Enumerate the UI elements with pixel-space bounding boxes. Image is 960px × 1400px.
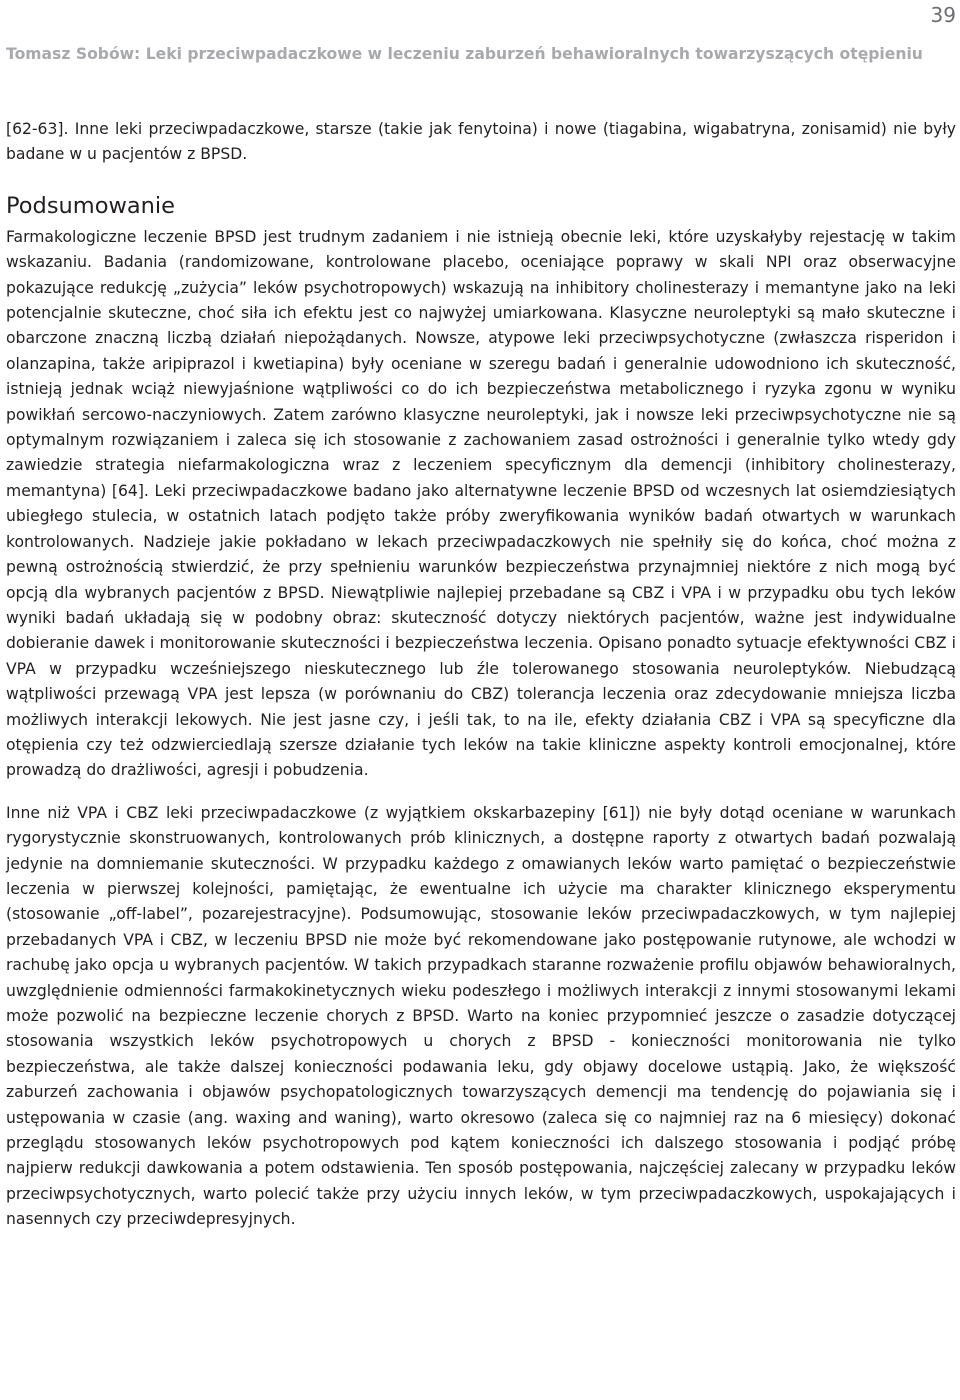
summary-paragraph-1: Farmakologiczne leczenie BPSD jest trudnym zadaniem i nie istnieją obecnie leki, które uzyskałyby rejestację w takim wskazaniu. Badania (randomizowane, kontrolowane placebo, oceniające poprawy w skali NPI oraz obserwacyjne pokazujące redukcję „zużycia” leków psychotropowych) wskazują na inhibitory cholinesterazy i memantyne jako na leki potencjalnie skuteczne, choć siła ich efektu jest co najwyżej umiarkowana. Klasyczne neuroleptyki są mało skuteczne i obarczone znaczną liczbą działań niepożądanych. Nowsze, atypowe leki przeciwpsychotyczne (zwłaszcza risperidon i olanzapina, także aripiprazol i kwetiapina) były oceniane w szeregu badań i generalnie udowodniono ich skuteczność, istnieją jednak wciąż niewyjaśnione wątpliwości co do ich bezpieczeństwa metabolicznego i ryzyka zgonu w wyniku powikłań sercowo-naczyniowych. Zatem zarówno klasyczne neuroleptyki, jak i nowsze leki przeciwpsychotyczne nie są optymalnym rozwiązaniem i zaleca się ich stosowanie z zachowaniem zasad ostrożności i generalnie tylko wtedy gdy zawiedzie strategia niefarmakologiczna wraz z leczeniem specyficznym dla demencji (inhibitory cholinesterazy, memantyna) [64]. Leki przeciwpadaczkowe badano jako alternatywne leczenie BPSD od wczesnych lat osiemdziesiątych ubiegłego stulecia, w ostatnich latach podjęto także próby zweryfikowania wyników badań otwartych w warunkach kontrolowanych. Nadzieje jakie pokładano w lekach przeciwpadaczkowych nie spełniły się do końca, choć można z pewną ostrożnością stwierdzić, że przy spełnieniu warunków bezpieczeństwa przynajmniej niektóre z nich mogą być opcją dla wybranych pacjentów z BPSD. Niewątpliwie najlepiej przebadane są CBZ i VPA i w przypadku obu tych leków wyniki badań układają się w podobny obraz: skuteczność dotyczy niektórych pacjentów, ważne jest indywidualne dobieranie dawek i monitorowanie skuteczności i bezpieczeństwa leczenia. Opisano ponadto sytuacje efektywności CBZ i VPA w przypadku wcześniejszego nieskutecznego lub źle tolerowanego stosowania neuroleptyków. Niebudzącą wątpliwości przewagą VPA jest lepsza (w porównaniu do CBZ) tolerancja leczenia oraz zdecydowanie mniejsza liczba możliwych interakcji lekowych. Nie jest jasne czy, i jeśli tak, to na ile, efekty działania CBZ i VPA są specyficzne dla otępienia czy też odzwierciedlają szersze działanie tych leków na takie kliniczne aspekty kontroli emocjonalnej, które prowadzą do drażliwości, agresji i pobudzenia. (6, 227, 956, 780)
page-number: 39 (930, 3, 956, 27)
article-body (6, 117, 956, 1233)
section-heading-summary: Podsumowanie (6, 192, 176, 219)
summary-paragraph-2: Inne niż VPA i CBZ leki przeciwpadaczkowe (z wyjątkiem okskarbazepiny [61]) nie były dotąd oceniane w warunkach rygorystycznie skonstruowanych, kontrolowanych prób klinicznych, a dostępne raporty z otwartych badań pozwalają jedynie na domniemanie skuteczności. W przypadku każdego z omawianych leków warto pamiętać o bezpieczeństwie leczenia w pierwszej kolejności, pamiętając, że ewentualne ich użycie ma charakter klinicznego eksperymentu (stosowanie „off-label”, pozarejestracyjne). Podsumowując, stosowanie leków przeciwpadaczkowych, w tym najlepiej przebadanych VPA i CBZ, w leczeniu BPSD nie może być rekomendowane jako postępowanie rutynowe, ale wchodzi w rachubę jako opcja u wybranych pacjentów. W takich przypadkach staranne rozważenie profilu objawów behawioralnych, uwzględnienie odmienności farmakokinetycznych wieku podeszłego i możliwych interakcji z innymi stosowanymi lekami może pozwolić na bezpieczne leczenie chorych z BPSD. Warto na koniec przypomnieć jeszcze o zasadzie dotyczącej stosowania wszystkich leków psychotropowych u chorych z BPSD - konieczności monitorowania nie tylko bezpieczeństwa, ale także dalszej konieczności podawania leku, gdy objawy docelowe ustąpią. Jako, że większość zaburzeń zachowania i objawów psychopatologicznych towarzyszących demencji ma tendencję do pojawiania się i ustępowania w czasie (ang. waxing and waning), warto okresowo (zaleca się co najmniej raz na 6 miesięcy) dokonać przeglądu stosowanych leków psychotropowych pod kątem konieczności ich dalszego stosowania i podjąć próbę najpierw redukcji dawkowania a potem odstawienia. Ten sposób postępowania, najczęściej zalecany w przypadku leków przeciwpsychotycznych, warto polecić także przy użyciu innych leków, w tym przeciwpadaczkowych, uspokajających i nasennych czy przeciwdepresyjnych. (6, 803, 956, 1229)
intro-paragraph: [62-63]. Inne leki przeciwpadaczkowe, starsze (takie jak fenytoina) i nowe (tiagabina, wigabatryna, zonisamid) nie były badane w u pacjentów z BPSD. (6, 120, 956, 164)
running-header-title: Tomasz Sobów: Leki przeciwpadaczkowe w leczeniu zaburzeń behawioralnych towarzyszących otępieniu (6, 45, 923, 63)
